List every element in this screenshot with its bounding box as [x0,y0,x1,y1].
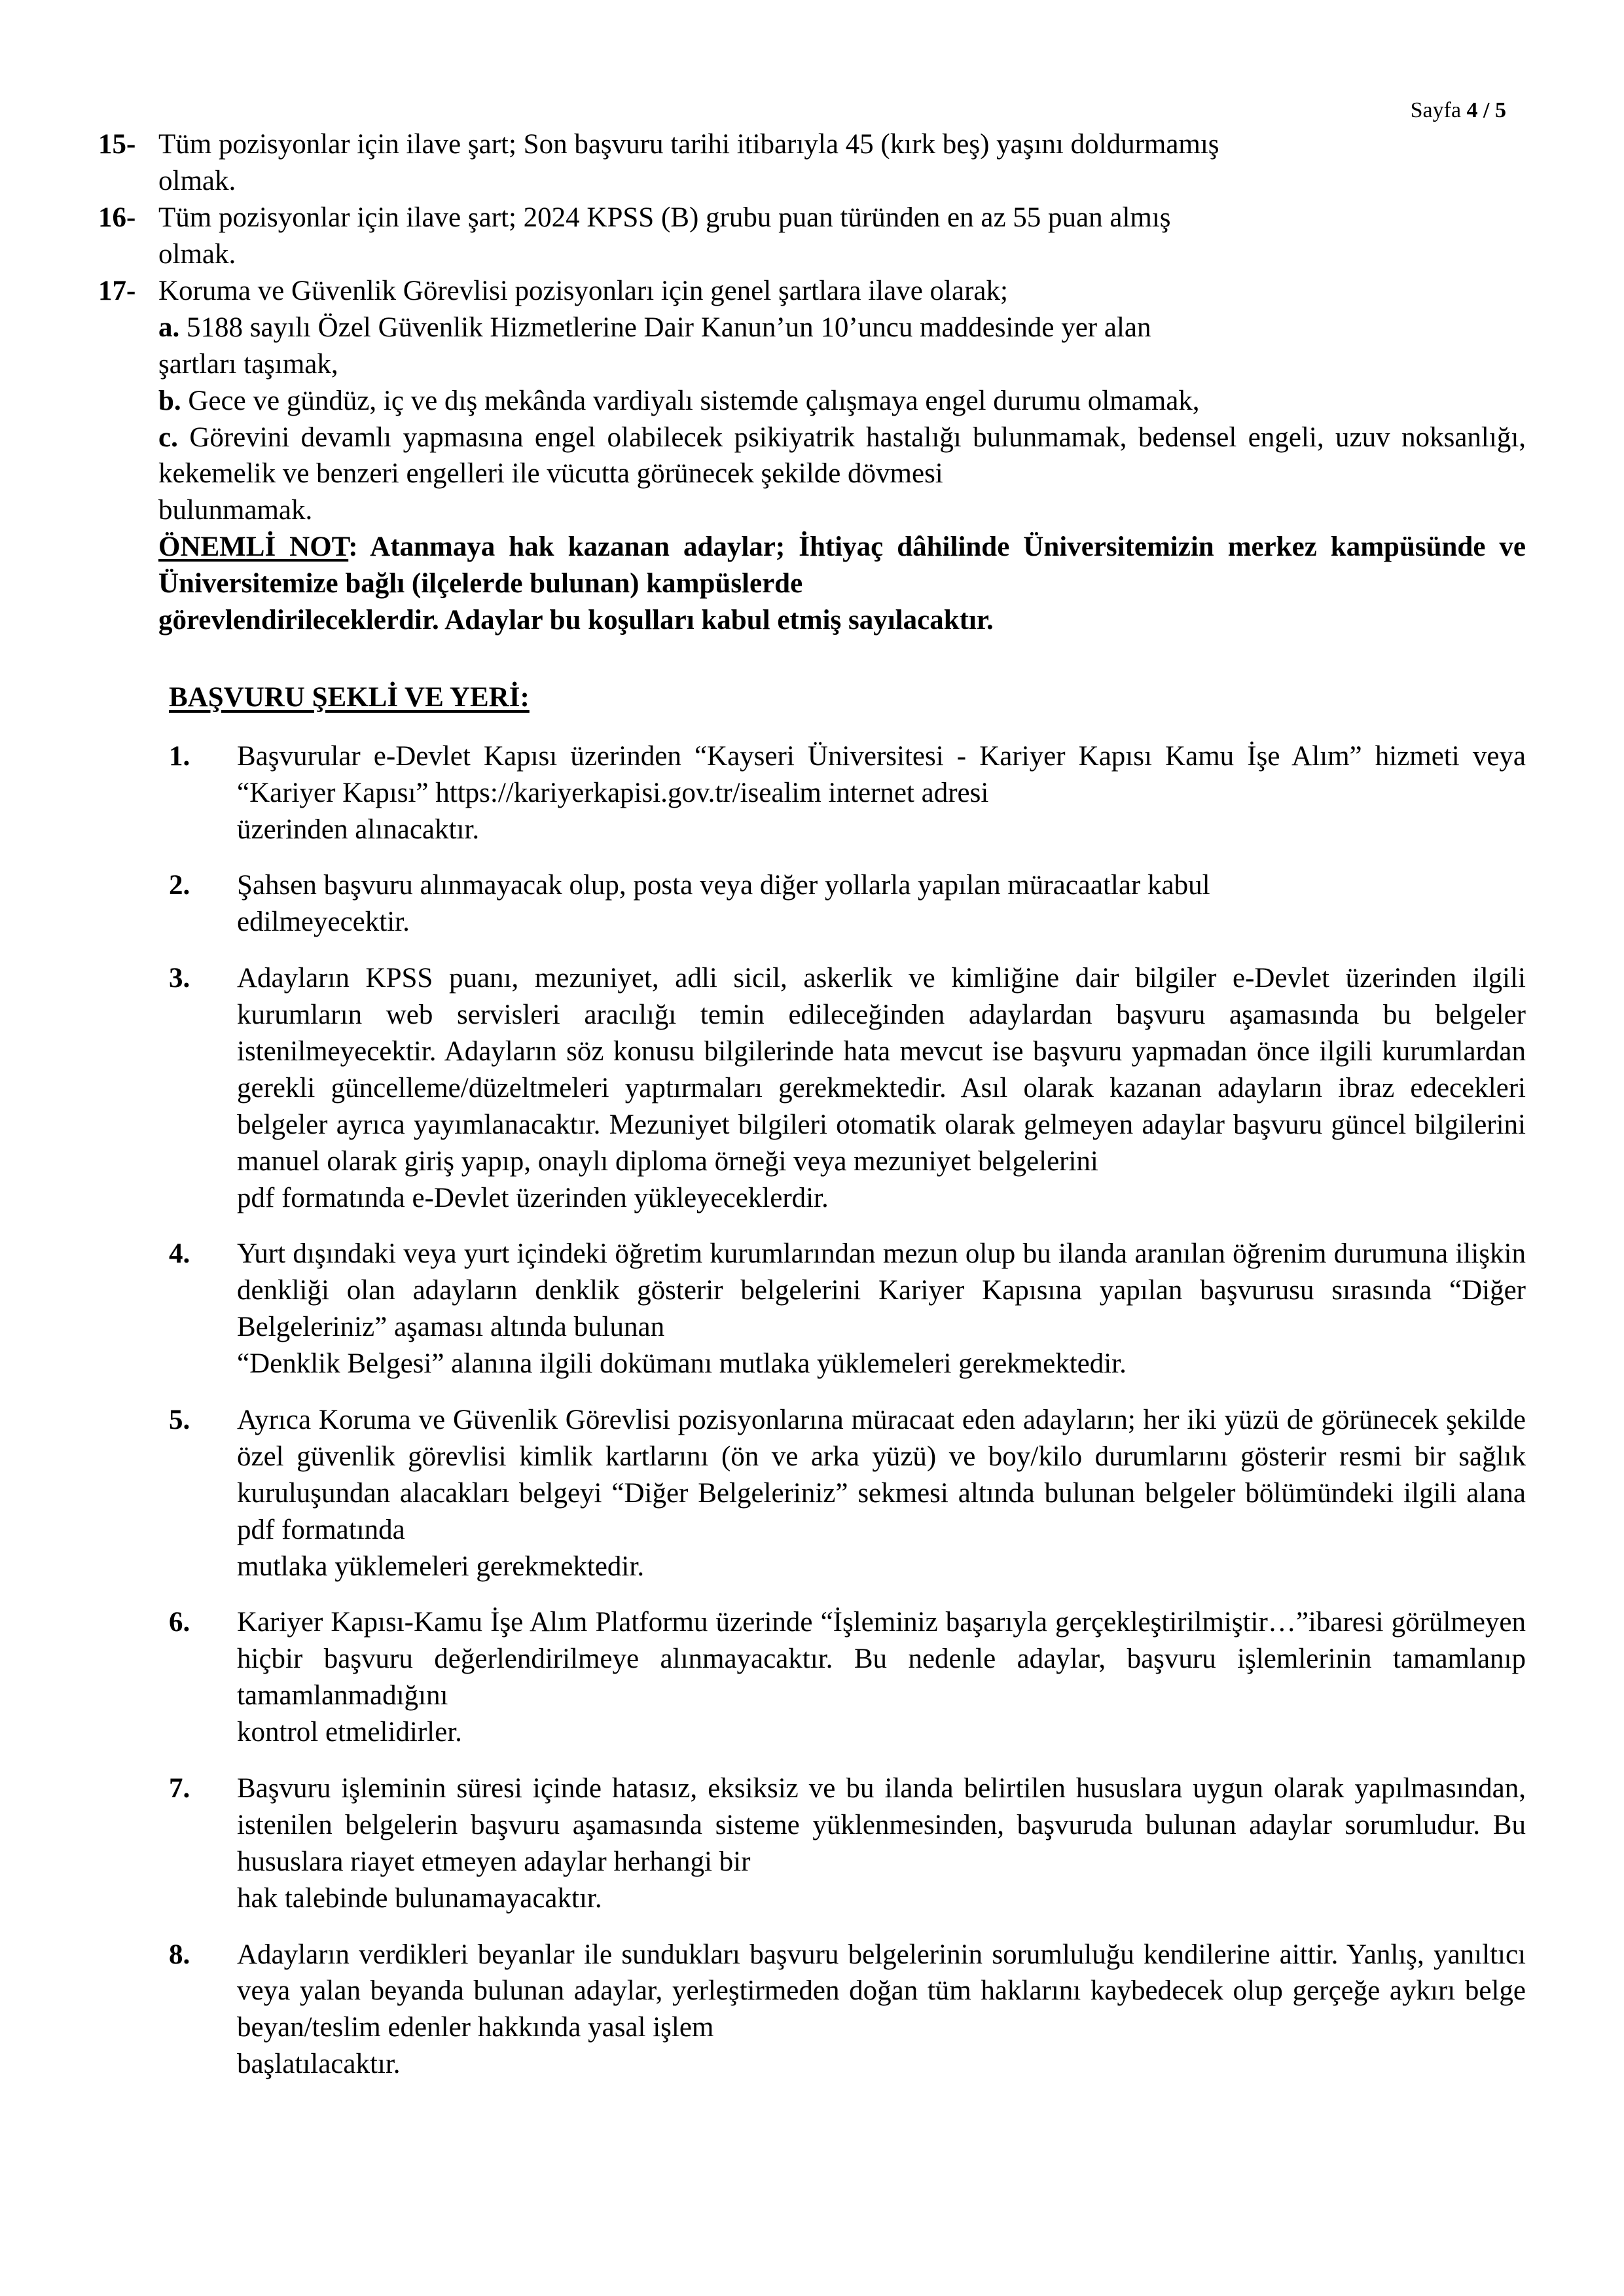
apply-item-3 [169,960,1526,1216]
subcondition-marker: b. [158,385,181,416]
condition-17-subitems [158,310,1526,529]
important-note-colon: : [348,531,358,563]
apply-item-7 [169,1770,1526,1917]
apply-item-text-tail: başlatılacaktır. [237,2049,401,2080]
condition-marker: 16- [98,202,136,234]
section-heading-wrapper [98,639,1526,716]
important-note-tail: görevlendirileceklerdir. Adaylar bu koşulları kabul etmiş sayılacaktır. [158,604,994,636]
apply-item-text-tail: kontrol etmelidirler. [237,1717,462,1748]
condition-text-tail: olmak. [158,239,236,270]
subcondition-item-c [158,420,1526,529]
subcondition-text: Gece ve gündüz, iç ve dış mekânda vardiyalı sistemde çalışmaya engel durumu olmamak, [188,385,1200,416]
condition-text: Tüm pozisyonlar için ilave şart; 2024 KPSS (B) grubu puan türünden en az 55 puan almış [158,202,1171,234]
apply-item-marker: 1. [169,740,190,772]
subcondition-text-tail: şartları taşımak, [158,348,338,380]
apply-item-2 [169,867,1526,941]
apply-item-text: Kariyer Kapısı-Kamu İşe Alım Platformu üzerinde “İşleminiz başarıyla gerçekleştirilmiştir…”ibaresi görülmeyen hiçbir başvuru değerlendirilmeye alınmayacaktır. Bu nedenle adaylar, başvuru işlemlerinin tamamlanıp tamamlanmadığını [237,1607,1526,1712]
apply-item-text-tail: “Denklik Belgesi” alanına ilgili dokümanı mutlaka yüklemeleri gerekmektedir. [237,1348,1127,1380]
condition-item-17 [98,273,1526,639]
condition-text-tail: olmak. [158,166,236,197]
important-note [158,529,1526,639]
subcondition-item-a [158,310,1526,383]
condition-text: Koruma ve Güvenlik Görevlisi pozisyonları için genel şartlara ilave olarak; [158,275,1008,306]
apply-item-1 [169,738,1526,848]
apply-item-text: Adayların KPSS puanı, mezuniyet, adli sicil, askerlik ve kimliğine dair bilgiler e-Devlet üzerinden ilgili kurumların web servisleri aracılığı temin edileceğinden adaylardan başvuru aşamasında bu belgeler istenilmeyecektir. Adayların söz konusu bilgilerinde hata mevcut ise başvuru yapmadan önce ilgili kurumlardan gerekli güncelleme/düzeltmeleri yaptırmaları gerekmektedir. Asıl olarak kazanan adayların ibraz edecekleri belgeler ayrıca yayımlanacaktır. Mezuniyet bilgileri otomatik olarak gelmeyen adaylar başvuru güncel bilgilerini manuel olarak giriş yapıp, onaylı diploma örneği veya mezuniyet belgelerini [237,963,1526,1177]
apply-item-4 [169,1236,1526,1382]
condition-item-16 [98,200,1526,273]
apply-item-text: Başvurular e-Devlet Kapısı üzerinden “Kayseri Üniversitesi - Kariyer Kapısı Kamu İşe Alım” hizmeti veya “Kariyer Kapısı” https://kariyerkapisi.gov.tr/isealim internet adresi [237,740,1526,808]
condition-text: Tüm pozisyonlar için ilave şart; Son başvuru tarihi itibarıyla 45 (kırk beş) yaşını doldurmamış [158,129,1219,160]
apply-item-text-tail: edilmeyecektir. [237,906,410,938]
apply-item-text: Ayrıca Koruma ve Güvenlik Görevlisi pozisyonlarına müracaat eden adayların; her iki yüzü de görünecek şekilde özel güvenlik görevlisi kimlik kartlarını (ön ve arka yüzü) ve boy/kilo durumlarını gösterir resmi bir sağlık kuruluşundan alacakları belgeyi “Diğer Belgeleriniz” sekmesi altında bulunan belgeler bölümündeki ilgili alana pdf formatında [237,1405,1526,1545]
apply-item-text-tail: pdf formatında e-Devlet üzerinden yükleyeceklerdir. [237,1182,829,1213]
important-note-text: Atanmaya hak kazanan adaylar; İhtiyaç dâhilinde Üniversitemizin merkez kampüsünde ve Üniversitemize bağlı (ilçelerde bulunan) kampüslerde [158,531,1526,600]
condition-item-15 [98,126,1526,200]
apply-item-text: Adayların verdikleri beyanlar ile sundukları başvuru belgelerinin sorumluluğu kendilerine aittir. Yanlış, yanıltıcı veya yalan beyanda bulunan adaylar, yerleştirmeden doğan tüm haklarını kaybedecek olup gerçeğe aykırı belge beyan/teslim edenler hakkında yasal işlem [237,1939,1526,2043]
apply-item-text-tail: hak talebinde bulunamayacaktır. [237,1882,602,1914]
subcondition-item-b [158,383,1526,420]
apply-item-marker: 4. [169,1238,190,1270]
subcondition-text-tail: bulunmamak. [158,495,313,526]
page-header-label: Sayfa [1410,98,1462,122]
apply-item-marker: 6. [169,1607,190,1638]
apply-item-5 [169,1402,1526,1585]
condition-marker: 15- [98,129,136,160]
general-conditions-list [98,126,1526,638]
apply-item-marker: 2. [169,870,190,901]
apply-item-marker: 7. [169,1773,190,1804]
apply-item-text: Yurt dışındaki veya yurt içindeki öğretim kurumlarından mezun olup bu ilanda aranılan öğrenim durumuna ilişkin denkliği olan adayların denklik gösterir belgelerini Kariyer Kapısına yapılan başvurusu sırasında “Diğer Belgeleriniz” aşaması altında bulunan [237,1238,1526,1343]
apply-item-marker: 3. [169,963,190,994]
apply-item-marker: 8. [169,1939,190,1970]
apply-item-6 [169,1604,1526,1751]
subcondition-text: 5188 sayılı Özel Güvenlik Hizmetlerine Dair Kanun’un 10’uncu maddesinde yer alan [187,312,1151,343]
apply-item-text: Başvuru işleminin süresi içinde hatasız, eksiksiz ve bu ilanda belirtilen hususlara uygun olarak yapılmasından, istenilen belgelerin başvuru aşamasında sisteme yüklenmesinden, başvuruda bulunan adaylar sorumludur. Bu hususlara riayet etmeyen adaylar herhangi bir [237,1773,1526,1877]
subcondition-text: Görevini devamlı yapmasına engel olabilecek psikiyatrik hastalığı bulunmamak, bedensel engeli, uzuv noksanlığı, kekemelik ve benzeri engelleri ile vücutta görünecek şekilde dövmesi [158,422,1526,490]
apply-item-marker: 5. [169,1405,190,1435]
important-note-label: ÖNEMLİ NOT [158,531,349,563]
page-number: 4 / 5 [1466,98,1506,122]
subcondition-marker: a. [158,312,180,343]
application-instructions-list [98,738,1526,2083]
apply-item-text-tail: mutlaka yüklemeleri gerekmektedir. [237,1551,645,1582]
apply-item-text-tail: üzerinden alınacaktır. [237,814,480,845]
apply-item-8 [169,1937,1526,2083]
condition-marker: 17- [98,275,136,306]
subcondition-marker: c. [158,422,178,453]
page-header [98,98,1506,122]
section-heading-basvuru: BAŞVURU ŞEKLİ VE YERİ: [169,681,530,713]
apply-item-text: Şahsen başvuru alınmayacak olup, posta veya diğer yollarla yapılan müracaatlar kabul [237,870,1210,901]
